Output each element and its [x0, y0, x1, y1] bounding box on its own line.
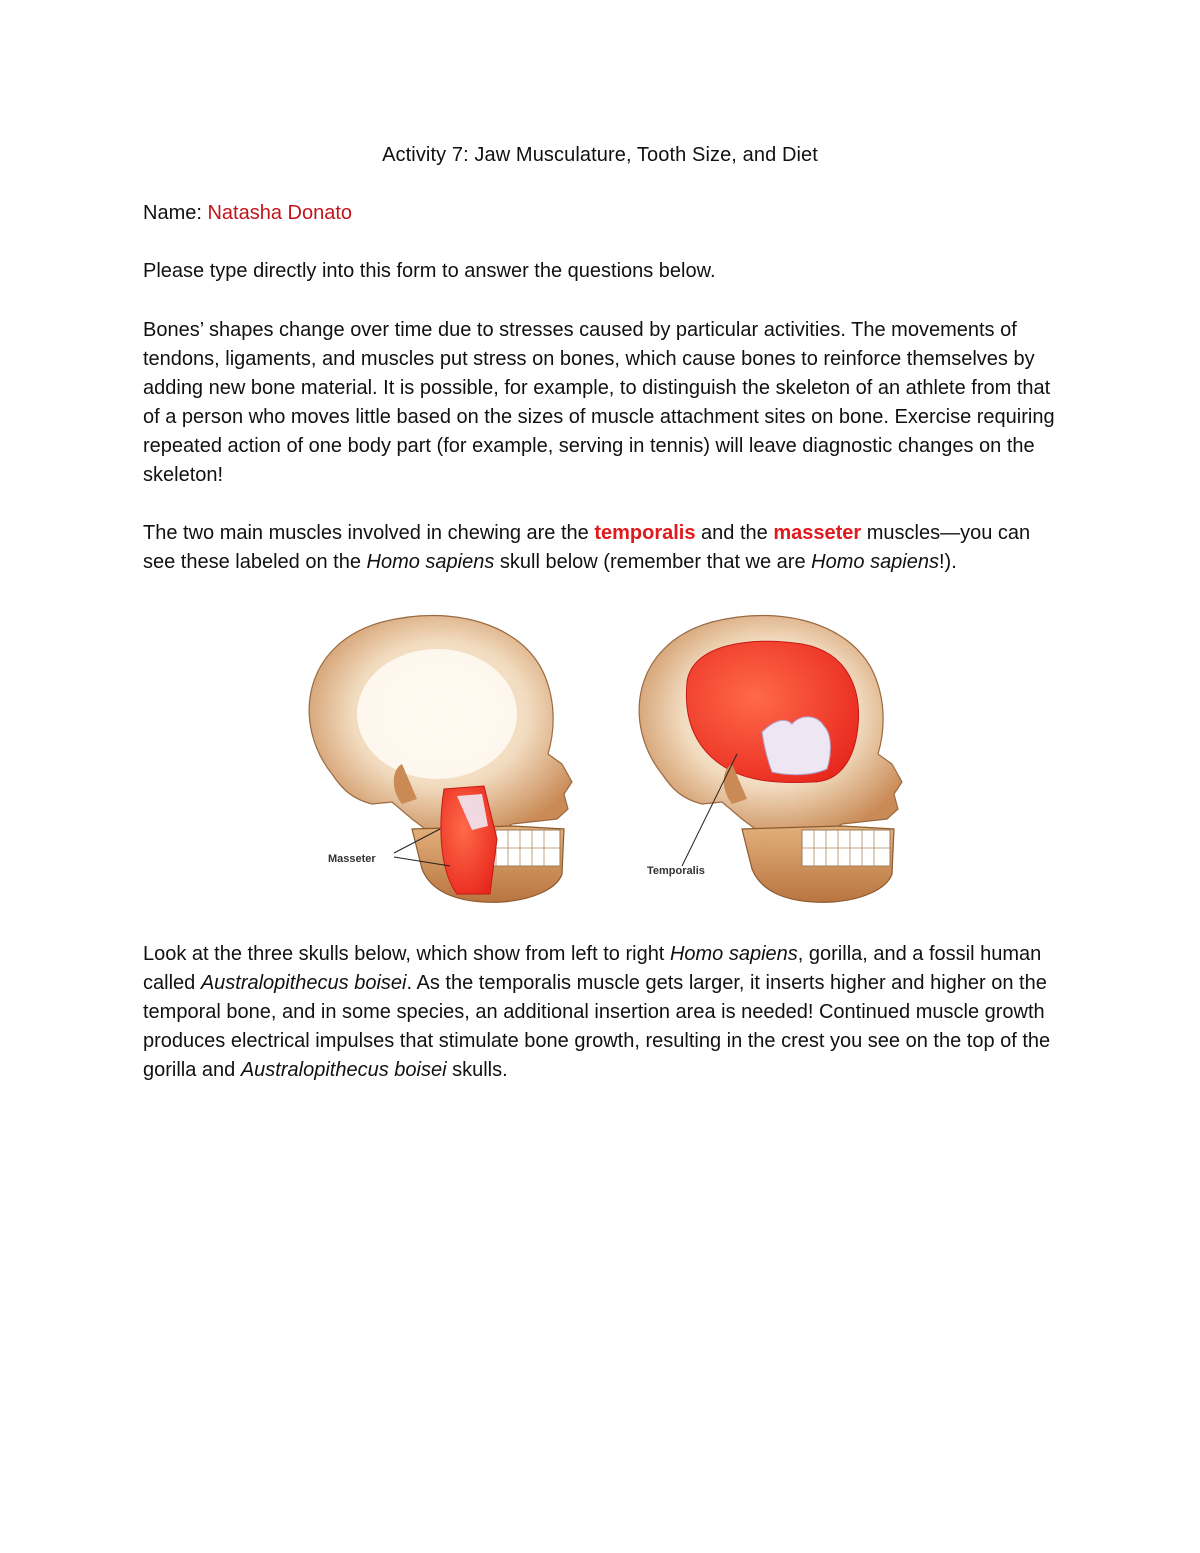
species-name: Australopithecus boisei: [240, 1059, 447, 1081]
text-run: . As the temporalis muscle gets larger, it inserts higher and higher on the temporal bone, and in some species, an additional insertion area is needed! Continued muscle growth produces electrical impulses that stimulate bone growth, resulting in the crest you see on the top of the gorilla and: [143, 972, 1051, 1081]
text-run: The two main muscles involved in chewing are the: [143, 522, 595, 544]
paragraph-three-skulls: [143, 940, 1063, 1085]
text-run: !).: [939, 551, 957, 573]
skull-muscle-figure: [272, 604, 912, 924]
masseter-highlight: masseter: [773, 522, 862, 544]
species-name: Australopithecus boisei: [200, 972, 407, 994]
name-value[interactable]: Natasha Donato: [207, 202, 353, 224]
text-run: , gorilla, and a fossil human called: [143, 943, 1042, 994]
name-line: [143, 202, 352, 225]
skull-illustration: [272, 604, 912, 924]
text-run: muscles—you can see these labeled on the: [143, 522, 1031, 573]
label-temporalis: Temporalis: [647, 865, 705, 877]
species-name: Homo sapiens: [811, 551, 939, 573]
skull-left: [309, 615, 572, 902]
paragraph-chewing-muscles: [143, 519, 1063, 577]
label-masseter: Masseter: [328, 853, 376, 865]
temporalis-highlight: temporalis: [594, 522, 696, 544]
instruction-text: Please type directly into this form to answer the questions below.: [143, 260, 716, 282]
species-name: Homo sapiens: [669, 943, 798, 965]
text-run: skull below (remember that we are: [494, 551, 812, 573]
document-title: Activity 7: Jaw Musculature, Tooth Size, and Diet: [382, 144, 818, 166]
text-run: Look at the three skulls below, which show from left to right: [143, 943, 670, 965]
text-run: and the: [695, 522, 774, 544]
species-name: Homo sapiens: [366, 551, 495, 573]
paragraph-bones: Bones’ shapes change over time due to stresses caused by particular activities. The movements of tendons, ligaments, and muscles put stress on bones, which cause bones to reinforce themselves by adding new bone material. It is possible, for example, to distinguish the skeleton of an athlete from that of a person who moves little based on the sizes of muscle attachment sites on bone. Exercise requiring repeated action of one body part (for example, serving in tennis) will leave diagnostic changes on the skeleton!: [143, 319, 1055, 486]
skull-right: [639, 615, 902, 902]
text-run: skulls.: [446, 1059, 508, 1081]
name-label: Name:: [143, 202, 202, 224]
